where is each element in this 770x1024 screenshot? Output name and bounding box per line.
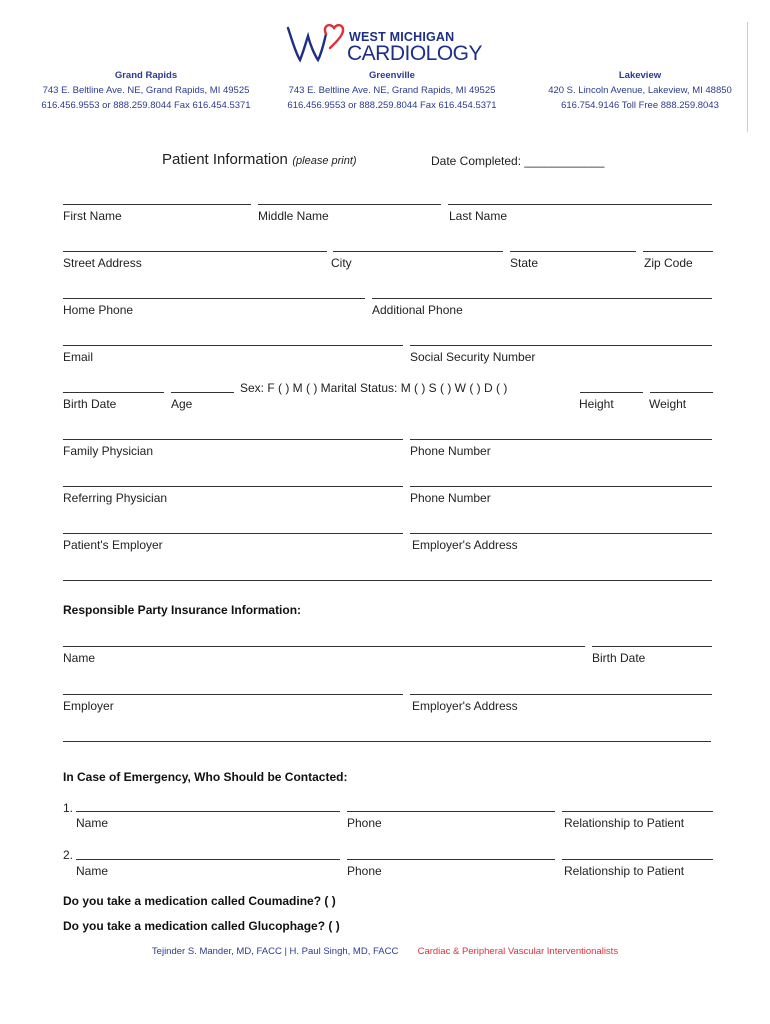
birth-date-label: Birth Date: [63, 397, 117, 411]
insurance-birth-date-field[interactable]: [592, 646, 712, 647]
ssn-field[interactable]: [410, 345, 712, 346]
emergency-2-phone-field[interactable]: [347, 859, 555, 860]
insurance-employer-address-label: Employer's Address: [412, 699, 518, 713]
emergency-2-name-label: Name: [76, 864, 109, 878]
first-name-field[interactable]: [63, 204, 251, 205]
heart-logo-icon: [286, 20, 352, 66]
state-field[interactable]: [510, 251, 636, 252]
city-field[interactable]: [333, 251, 503, 252]
office-name: Grand Rapids: [114, 70, 178, 81]
logo-title-line2: CARDIOLOGY: [347, 42, 483, 65]
insurance-address-line2-field[interactable]: [63, 741, 711, 742]
last-name-field[interactable]: [448, 204, 712, 205]
date-completed: Date Completed: ____________: [431, 154, 605, 168]
referring-physician-label: Referring Physician: [63, 491, 168, 505]
footer-doctors: Tejinder S. Mander, MD, FACC | H. Paul Singh, MD, FACC: [151, 946, 399, 957]
office-greenville: [266, 68, 518, 113]
employer-address-field[interactable]: [410, 533, 712, 534]
age-label: Age: [171, 397, 193, 411]
street-address-field[interactable]: [63, 251, 327, 252]
emergency-2-relationship-label: Relationship to Patient: [564, 864, 685, 878]
patient-employer-label: Patient's Employer: [63, 538, 163, 552]
zip-code-label: Zip Code: [644, 256, 693, 270]
email-label: Email: [63, 350, 94, 364]
emergency-1-relationship-field[interactable]: [562, 811, 713, 812]
emergency-2-relationship-field[interactable]: [562, 859, 713, 860]
office-address: 420 S. Lincoln Avenue, Lakeview, MI 48850: [548, 85, 732, 96]
age-field[interactable]: [171, 392, 234, 393]
footer: [0, 946, 770, 957]
family-physician-phone-label: Phone Number: [410, 444, 491, 458]
insurance-name-field[interactable]: [63, 646, 585, 647]
home-phone-field[interactable]: [63, 298, 365, 299]
referring-physician-phone-label: Phone Number: [410, 491, 491, 505]
family-physician-label: Family Physician: [63, 444, 154, 458]
form-title: [162, 151, 357, 169]
emergency-2-name-field[interactable]: [76, 859, 340, 860]
insurance-birth-date-label: Birth Date: [592, 651, 646, 665]
additional-phone-label: Additional Phone: [372, 303, 463, 317]
emergency-2-phone-label: Phone: [347, 864, 382, 878]
patient-employer-field[interactable]: [63, 533, 403, 534]
insurance-employer-field[interactable]: [63, 694, 403, 695]
employer-address-line2-field[interactable]: [63, 580, 712, 581]
office-address: 743 E. Beltline Ave. NE, Grand Rapids, MI 49525: [288, 85, 496, 96]
email-field[interactable]: [63, 345, 403, 346]
referring-physician-field[interactable]: [63, 486, 403, 487]
additional-phone-field[interactable]: [372, 298, 712, 299]
office-phone: 616.456.9553 or 888.259.8044 Fax 616.454.5371: [41, 100, 251, 111]
home-phone-label: Home Phone: [63, 303, 134, 317]
glucophage-question[interactable]: Do you take a medication called Glucophage? ( ): [63, 919, 340, 933]
emergency-contact-1-number: 1.: [63, 801, 74, 815]
insurance-employer-address-field[interactable]: [410, 694, 712, 695]
emergency-1-name-field[interactable]: [76, 811, 340, 812]
insurance-employer-label: Employer: [63, 699, 114, 713]
street-address-label: Street Address: [63, 256, 142, 270]
middle-name-label: Middle Name: [258, 209, 329, 223]
office-address: 743 E. Beltline Ave. NE, Grand Rapids, MI 49525: [42, 85, 250, 96]
footer-specialty: Cardiac & Peripheral Vascular Interventionalists: [417, 946, 619, 957]
emergency-heading: In Case of Emergency, Who Should be Contacted:: [63, 770, 348, 784]
emergency-1-phone-label: Phone: [347, 816, 382, 830]
office-phone: 616.754.9146 Toll Free 888.259.8043: [561, 100, 719, 111]
middle-name-field[interactable]: [258, 204, 441, 205]
office-name: Lakeview: [618, 70, 662, 81]
employer-address-label: Employer's Address: [412, 538, 518, 552]
family-physician-field[interactable]: [63, 439, 403, 440]
state-label: State: [510, 256, 539, 270]
office-lakeview: [514, 68, 766, 113]
office-name: Greenville: [369, 70, 415, 81]
sex-marital-status[interactable]: Sex: F ( ) M ( ) Marital Status: M ( ) S ( ) W ( ) D ( ): [240, 381, 508, 395]
first-name-label: First Name: [63, 209, 122, 223]
family-physician-phone-field[interactable]: [410, 439, 712, 440]
weight-field[interactable]: [650, 392, 713, 393]
form-title-note: (please print): [292, 155, 357, 167]
referring-physician-phone-field[interactable]: [410, 486, 712, 487]
last-name-label: Last Name: [449, 209, 508, 223]
height-label: Height: [579, 397, 614, 411]
zip-code-field[interactable]: [643, 251, 713, 252]
weight-label: Weight: [649, 397, 687, 411]
header-divider: [747, 22, 748, 132]
insurance-name-label: Name: [63, 651, 96, 665]
office-phone: 616.456.9553 or 888.259.8044 Fax 616.454.5371: [287, 100, 497, 111]
birth-date-field[interactable]: [63, 392, 164, 393]
insurance-heading: Responsible Party Insurance Information:: [63, 603, 302, 617]
form-title-text: Patient Information: [162, 151, 288, 168]
logo-title-line1: WEST MICHIGAN: [349, 30, 455, 44]
emergency-1-name-label: Name: [76, 816, 109, 830]
office-grand-rapids: [20, 68, 272, 113]
coumadine-question[interactable]: Do you take a medication called Coumadine? ( ): [63, 894, 336, 908]
ssn-label: Social Security Number: [410, 350, 536, 364]
city-label: City: [331, 256, 352, 270]
height-field[interactable]: [580, 392, 643, 393]
emergency-1-relationship-label: Relationship to Patient: [564, 816, 685, 830]
emergency-contact-2-number: 2.: [63, 848, 74, 862]
emergency-1-phone-field[interactable]: [347, 811, 555, 812]
